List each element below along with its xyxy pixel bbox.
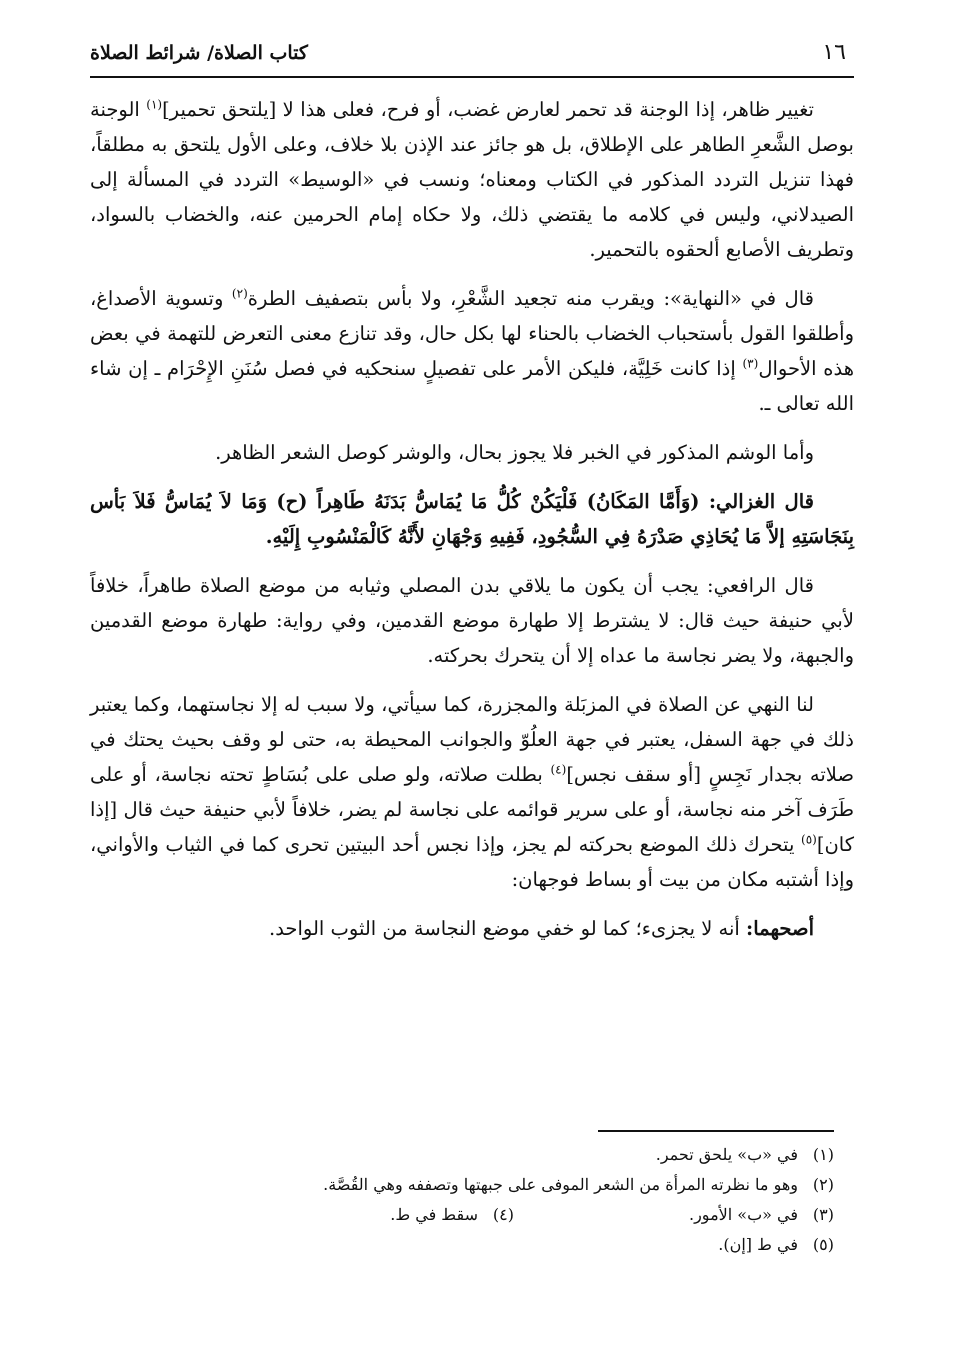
footnote-ref: (٣) (742, 356, 759, 371)
paragraph-text: قال في «النهاية»: ويقرب منه تجعيد الشَّعْرِ، ولا بأس بتصفيف الطرة (247, 287, 814, 310)
footnote-text: وهو ما نظرته المرأة من الشعر الموفى على جبهتها وتصففه وهي القُصَّة. (323, 1175, 798, 1194)
footnote-3 (514, 1200, 834, 1230)
paragraph-text: إذا كانت خَلِيَّة، فليكن الأمر على تفصيلٍ سنحكيه في فصل سُنَنِ الإِحْرَام ـ إن شاء الله تعالى ـ. (90, 357, 854, 415)
footnote-number: (٣) (812, 1205, 834, 1224)
paragraph-text: وتسوية الأصداغ، وأطلقوا القول بأستحباب الخضاب بالحناء لها بكل حال، وقد تنازع معنى التعرض للتهمة في بعض هذه الأحوال (90, 287, 854, 380)
paragraph-text: تغيير ظاهر، إذا الوجنة قد تحمر لعارض غضب، أو فرح، فعلى هذا لا [يلتحق تحمير] (162, 98, 814, 121)
paragraph-text: يتحرك ذلك الموضع بحركته لم يجز، وإذا نجس أحد البيتين تحرى كما في الثياب والأواني، وإذا أشتبه مكان من بيت أو بساط فوجهان: (90, 833, 854, 891)
paragraph-text: الوجنة بوصل الشَّعرِ الطاهر على الإطلاق، بل هو جائز عند الإذن بلا خلاف، وعلى الأول يلتحق به مطلقاً، فهذا تنزيل التردد المذكور في الكتاب ومعناه؛ ونسب في «الوسيط» التردد في المسألة إلى الصيدلاني، وليس في كلامه ما يقتضي ذلك، ولا حكاه إمام الحرمين عنه، والخضاب بالسواد، وتطريف الأصابع ألحقوه بالتحمير. (90, 98, 854, 261)
footnote-ref: (٤) (550, 762, 567, 777)
footnote-1 (90, 1140, 834, 1170)
footnote-divider (598, 1130, 834, 1132)
footnote-5 (90, 1230, 834, 1260)
paragraph-1 (90, 92, 854, 267)
paragraph-7 (90, 911, 854, 946)
page-header (90, 36, 854, 78)
paragraph-text: بطلت صلاته، ولو صلى على بُسَاطٍ تحته نجاسة، أو على طَرَف آخر منه نجاسة، أو على سرير قوائمه على نجاسة لم يضر، خلافاً لأبي حنيفة حيث قال [إذا كان] (90, 763, 854, 856)
footnotes (90, 1140, 834, 1260)
paragraph-6 (90, 687, 854, 897)
paragraph-text: لنا النهي عن الصلاة في المزبَلة والمجزرة، كما سيأتي، ولا سبب له إلا نجاستهما، وكما يعتبر ذلك في جهة السفل، يعتبر في جهة العلُوّ والجوانب المحيطة به، حتى لو وقف بحيث يحتك في صلاته بجدار نَجِسٍ [أو سقف نجس] (90, 693, 854, 786)
page-number: ١٦ (822, 40, 846, 65)
footnote-2 (90, 1170, 834, 1200)
main-text (90, 92, 854, 946)
running-title: كتاب الصلاة/ شرائط الصلاة (90, 42, 308, 64)
paragraph-3: وأما الوشم المذكور في الخبر فلا يجوز بحال، والوشر كوصل الشعر الظاهر. (215, 441, 814, 464)
footnote-text: في ط [إن). (718, 1235, 798, 1254)
footnote-row (90, 1200, 834, 1230)
paragraph-5: قال الرافعي: يجب أن يكون ما يلاقي بدن المصلي وثيابه من موضع الصلاة طاهراً، خلافاً لأبي حنيفة حيث قال: لا يشترط إلا طهارة موضع القدمين، وفي رواية: طهارة موضع القدمين والجبهة، ولا يضر نجاسة ما عداه إلا أن يتحرك بحركته. (90, 574, 854, 667)
footnote-4 (390, 1200, 514, 1230)
footnote-number: (٥) (812, 1235, 834, 1254)
paragraph-text: أنه لا يجزىء؛ كما لو خفي موضع النجاسة من الثوب الواحد. (269, 917, 747, 940)
ghazali-quote: قال الغزالي: (وَأَمَّا المَكَانُ) فَلْيَكُنْ كُلُّ مَا يُمَاسُّ بَدَنَهُ طَاهِراً (ح) وَمَا لاَ يُمَاسُّ فَلاَ بَأس بِنَجَاسَتِهِ إلاَّ مَا يُحَاذِي صَدْرَهُ فِي السُّجُودِ، فَفِيهِ وَجْهَانِ لأَنَّهُ كَالْمَنْسُوبِ إِلَيْهِ. (90, 490, 854, 548)
footnote-text: سقط في ط. (390, 1205, 478, 1224)
footnote-text: في «ب» الأمور. (688, 1205, 798, 1224)
footnote-ref: (١) (146, 97, 163, 112)
lead-word: أصحهما: (746, 917, 814, 940)
footnote-text: في «ب» يلحق تحمر. (655, 1145, 798, 1164)
footnote-ref: (٢) (231, 286, 248, 301)
paragraph-2 (90, 281, 854, 421)
footnote-number: (١) (812, 1145, 834, 1164)
footnote-ref: (٥) (801, 832, 817, 847)
footnote-number: (٤) (492, 1205, 514, 1224)
footnote-number: (٢) (812, 1175, 834, 1194)
